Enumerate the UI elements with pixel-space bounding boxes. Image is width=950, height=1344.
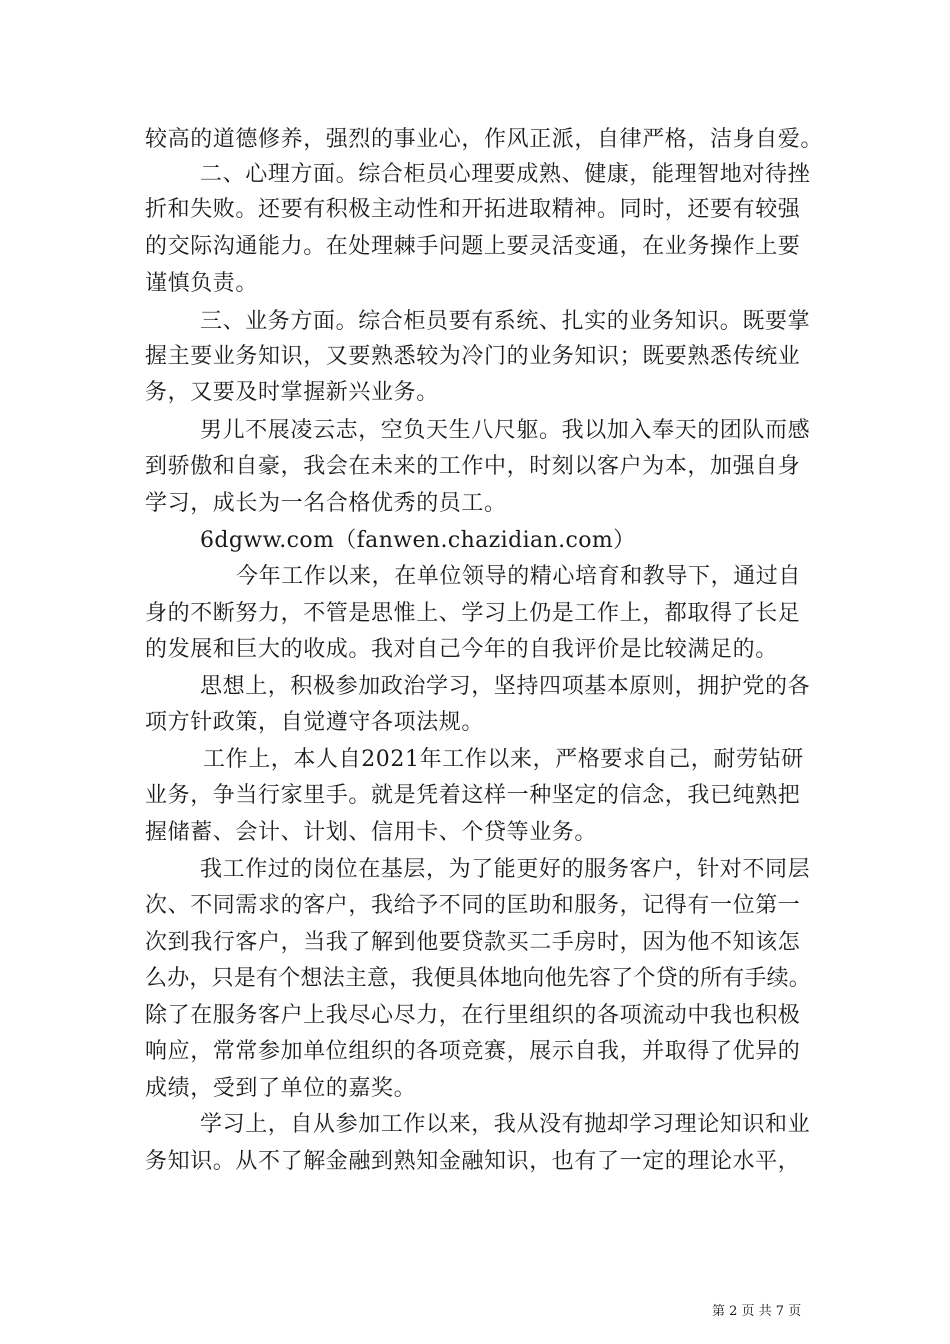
text-line: 学习，成长为一名合格优秀的员工。 <box>145 491 507 516</box>
text-line: 到骄傲和自豪，我会在未来的工作中，时刻以客户为本，加强自身 <box>145 454 801 479</box>
text-line: 么办，只是有个想法主意，我便具体地向他先容了个贷的所有手续。 <box>145 966 812 991</box>
text-line: 握主要业务知识，又要熟悉较为冷门的业务知识；既要熟悉传统业 <box>145 344 801 369</box>
text-line: 成绩，受到了单位的嘉奖。 <box>145 1076 417 1101</box>
text-line: 次、不同需求的客户，我给予不同的匡助和服务，记得有一位第一 <box>145 893 801 918</box>
text-line: 身的不断努力，不管是思惟上、学习上仍是工作上，都取得了长足 <box>145 601 801 626</box>
text-line: 折和失败。还要有积极主动性和开拓进取精神。同时，还要有较强 <box>145 197 801 222</box>
text-line: 的交际沟通能力。在处理棘手问题上要灵活变通，在业务操作上要 <box>145 234 801 259</box>
text-line: 务知识。从不了解金融到熟知金融知识，也有了一定的理论水平， <box>145 1149 801 1174</box>
text-line: 谨慎负责。 <box>145 271 259 296</box>
text-line: 学习上，自从参加工作以来，我从没有抛却学习理论知识和业 <box>200 1112 811 1137</box>
text-line: 思想上，积极参加政治学习，坚持四项基本原则，拥护党的各 <box>200 674 811 699</box>
text-line: 今年工作以来，在单位领导的精心培育和教导下，通过自 <box>236 564 802 589</box>
text-line: 除了在服务客户上我尽心尽力，在行里组织的各项流动中我也积极 <box>145 1003 801 1028</box>
text-line: 响应，常常参加单位组织的各项竞赛，展示自我，并取得了优异的 <box>145 1039 801 1064</box>
text-line: 二、心理方面。综合柜员心理要成熟、健康，能理智地对待挫 <box>200 162 811 187</box>
text-line: 项方针政策，自觉遵守各项法规。 <box>145 710 485 735</box>
text-line: 我工作过的岗位在基层，为了能更好的服务客户，针对不同层 <box>200 857 811 882</box>
text-line: 次到我行客户，当我了解到他要贷款买二手房时，因为他不知该怎 <box>145 930 801 955</box>
text-line: 三、业务方面。综合柜员要有系统、扎实的业务知识。既要掌 <box>200 309 811 334</box>
text-line: 业务，争当行家里手。就是凭着这样一种坚定的信念，我已纯熟把 <box>145 783 801 808</box>
text-line: 男儿不展凌云志，空负天生八尺躯。我以加入奉天的团队而感 <box>200 418 811 443</box>
page-number: 第 2 页 共 7 页 <box>712 1304 802 1319</box>
text-line: 的发展和巨大的收成。我对自己今年的自我评价是比较满足的。 <box>145 637 778 662</box>
text-line: 工作上，本人自2021年工作以来，严格要求自己，耐劳钻研 <box>203 747 804 772</box>
source-url-line: 6dgww.com（fanwen.chazidian.com） <box>200 528 636 553</box>
text-line: 务，又要及时掌握新兴业务。 <box>145 380 439 405</box>
text-line: 较高的道德修养，强烈的事业心，作风正派，自律严格，洁身自爱。 <box>145 127 824 152</box>
text-line: 握储蓄、会计、计划、信用卡、个贷等业务。 <box>145 820 598 845</box>
